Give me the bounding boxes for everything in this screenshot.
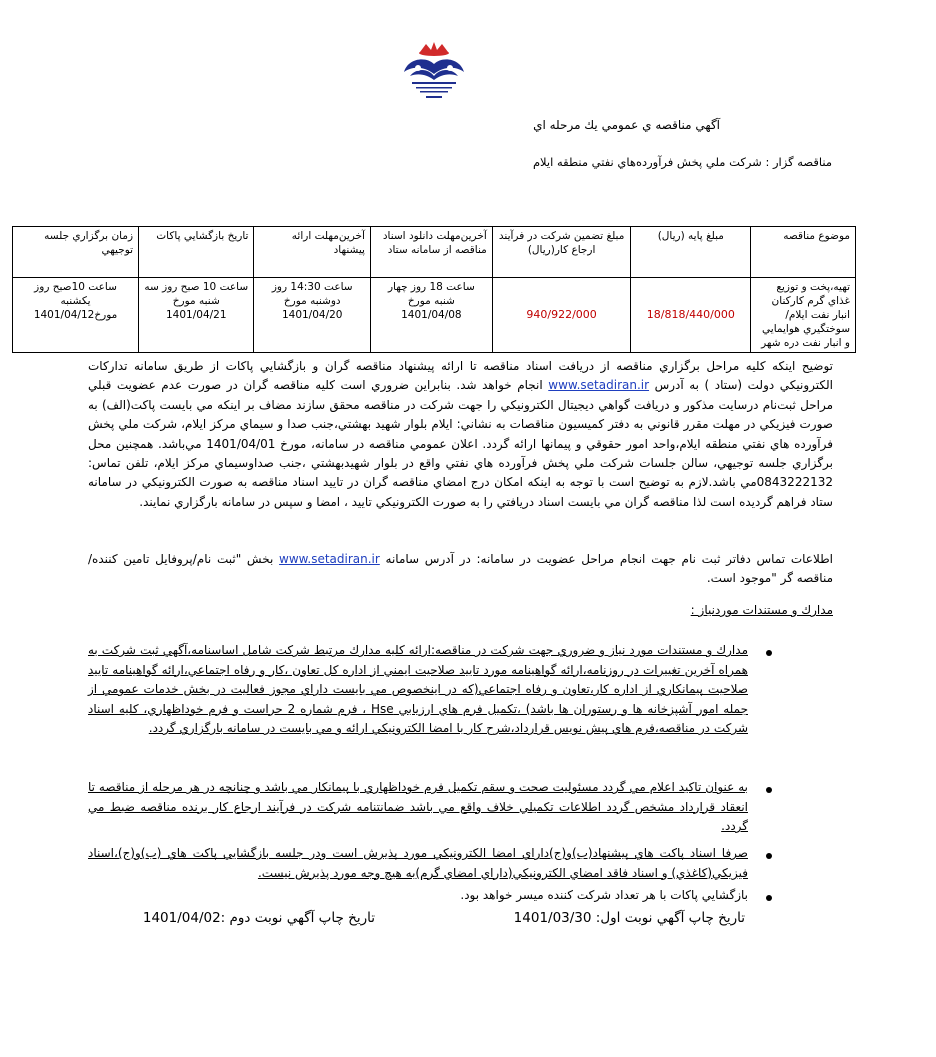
bullet-dot-icon <box>766 650 772 656</box>
contact-part2: بخش "ثبت نام/پروفايل تامين كننده/مناقصه گر "موجود است. <box>88 552 833 586</box>
setad-link-contact[interactable]: www.setadiran.ir <box>279 552 380 566</box>
list-item: مدارك و مستندات مورد نياز و ضروري جهت شركت در مناقصه:ارائه كليه مدارك مرتبط شركت شامل اساسنامه،آگهي ثبت شركت به همراه آخرين تغييرات در روزنامه،ارائه گواهينامه مورد تاييد صلاحيت ايمني از اداره كل تعاون ،كار و رفاه اجتماعي،ارائه گواهينامه تاييد صلاحيت پيمانكاري از اداره كار،تعاون و رفاه اجتماعي(كه در اينخصوص مي بايست داراي مجوز فعاليت در بخش خدمات عمومي از جمله امور آشپزخانه ها و رستوران ها باشد) ،تكميل فرم هاي ارزيابي Hse ، فرم شماره 2 حراست و فرم خوداظهاري، كليه اسناد شركت در مناقصه،فرم هاي پيش نويس قرارداد،شرح كار با امضا الكترونيكي ارائه و مي بايست در سامانه بارگزاري گردد. <box>88 643 748 735</box>
cell-guarantee: 940/922/000 <box>492 278 631 353</box>
cell-briefing-time: ساعت 10صبح روز يكشنبه مورخ1401/04/12 <box>13 278 139 353</box>
setad-link[interactable]: www.setadiran.ir <box>548 378 650 393</box>
header-base-amount: مبلغ پايه (ريال) <box>631 227 751 278</box>
announcement-title: آگهي مناقصه ي عمومي يك مرحله اي <box>533 118 720 132</box>
requirements-list <box>88 0 833 1057</box>
bullet-dot-icon <box>766 895 772 901</box>
cell-proposal-deadline: ساعت 14:30 روز دوشنبه مورخ 1401/04/20 <box>254 278 370 353</box>
header-briefing-time: زمان برگزاري جلسه توجيهي <box>13 227 139 278</box>
header-opening-date: تاريخ بازگشايي پاكات <box>139 227 254 278</box>
cell-opening-date: ساعت 10 صبح روز سه شنبه مورخ 1401/04/21 <box>139 278 254 353</box>
cell-subject: تهيه،پخت و توزيع غذاي گرم كاركنان انبار نفت ايلام/سوختگيري هوايمايي و انبار نفت دره شهر <box>751 278 856 353</box>
documents-heading: مدارك و مستندات موردنياز : <box>690 603 833 617</box>
bullet-dot-icon <box>766 787 772 793</box>
organizer-line: مناقصه گزار : شرکت ملي پخش فرآورده‌هاي نفتي منطقه ايلام <box>532 155 832 169</box>
header-doc-deadline: آخرين‌مهلت دانلود اسناد مناقصه از سامانه ستاد <box>370 227 492 278</box>
contact-part1: اطلاعات تماس دفاتر ثبت نام جهت انجام مراحل عضويت در سامانه: در آدرس سامانه <box>385 552 833 566</box>
list-item: به عنوان تاكيد اعلام مي گردد مسئوليت صحت و سقم تكميل فرم خوداظهاري با پيمانكار مي باشد و چنانچه در هر مرحله از مناقصه تا انعقاد قرارداد مشخص گردد اطلاعات تكميلي خلاف واقع مي باشد ضمانتنامه شركت در فرآيند ارجاع كار برنده مناقصه ضبط مي گردد. <box>88 780 748 833</box>
description-part2: انجام خواهد شد. بنابراين ضروري است كليه مناقصه گران در صورت عدم عضويت قبلي مراحل ثبت‌نام درسايت مذكور و دريافت گواهي ديجيتال الكترونيكي را جهت شركت در مناقصه محقق سازند مضاف بر اينكه مي بايست پاكت(الف) به صورت فيزيكي در مهلت مقرر قانوني به دفتر كميسيون مناقصات به نشاني: ايلام بلوار شهيد بهشتي،جنب صدا و سيماي مركز ايلام، شركت ملي پخش فرآورده هاي نفتي منطقه ايلام،واحد امور حقوقي و پيمانها ارائه گردد. اعلان عمومي مناقصه در سامانه، مورخ 1401/04/01 مي‌باشد. همچنين محل برگزاري جلسه توجيهي، سالن جلسات شركت ملي پخش فرآورده هاي نفتي واقع در بلوار شهيدبهشتي ،جنب صداوسيماي مركز ايلام، تلفن تماس: 0843222132مي باشد.لازم به توضيح است با توجه به اينكه امكان درج امضاي مناقصه گران در تاييد اسناد مناقصه به صورت الكترونيكي در سامانه ستاد فراهم گرديده است لذا مناقصه گران مي بايست اسناد دريافتي را به صورت الكترونيكي تاييد ، امضا و سپس در سامانه بارگزاري نمايند. <box>88 378 834 509</box>
bullet-dot-icon <box>766 853 772 859</box>
cell-doc-deadline: ساعت 18 روز چهار شنبه مورخ 1401/04/08 <box>370 278 492 353</box>
list-item: صرفا اسناد پاكت هاي پيشنهاد(ب)و(ج)داراي امضا الكترونيكي مورد پذيرش است ودر جلسه بازگشايي پاكت هاي (ب)و(ج)،اسناد فيزيكي(كاغذي) و اسناد فاقد امضاي الكترونيكي(داراي امضاي گرم)به هيچ وجه مورد پذيرش نيست. <box>88 846 748 880</box>
first-print-date: تاريخ چاپ آگهي نوبت اول: 1401/03/30 <box>513 910 745 926</box>
header-guarantee: مبلغ تضمين شرکت در فرآيند ارجاع كار(ريال) <box>492 227 631 278</box>
second-print-date: تاريخ چاپ آگهي نوبت دوم :1401/04/02 <box>142 910 375 926</box>
header-proposal-deadline: آخرين‌مهلت ارائه پيشنهاد <box>254 227 370 278</box>
cell-base-amount: 18/818/440/000 <box>631 278 751 353</box>
description-part1: توضيح اينكه كليه مراحل برگزاري مناقصه از دريافت اسناد مناقصه تا ارائه پيشنهاد مناقصه گران و بازگشايي پاكات از طريق سامانه تداركات الكترونيكي دولت (ستاد ) به آدرس <box>88 359 833 393</box>
header-subject: موضوع مناقصه <box>751 227 856 278</box>
list-item: بازگشايي پاكات با هر تعداد شركت كننده ميسر خواهد بود. <box>460 888 748 902</box>
